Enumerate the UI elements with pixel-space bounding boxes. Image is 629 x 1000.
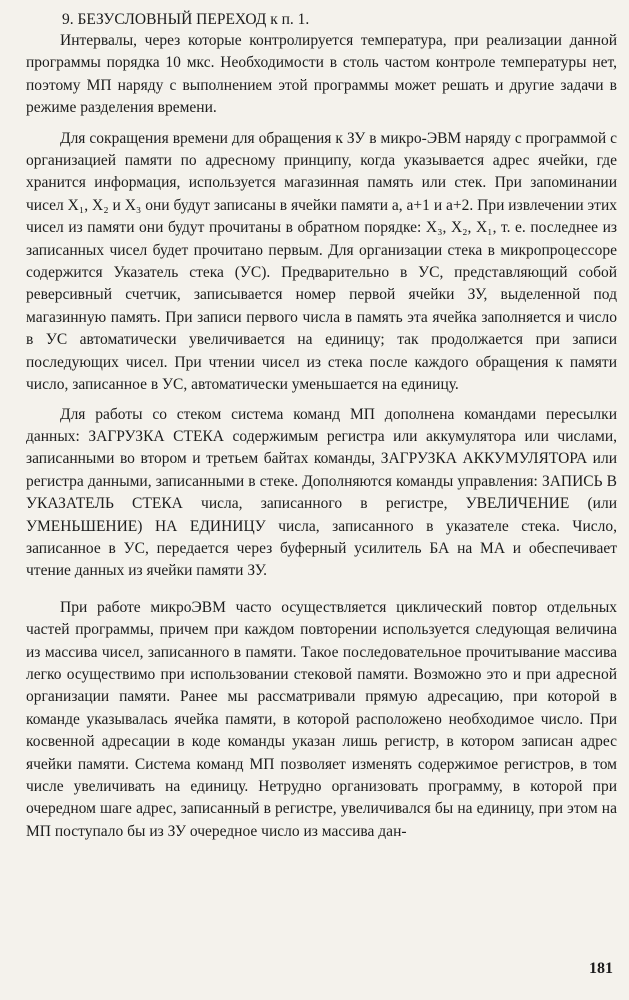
section-heading: 9. БЕЗУСЛОВНЫЙ ПЕРЕХОД к п. 1. [62, 11, 310, 28]
paragraph-1: Интервалы, через которые контролируется температура, при реализации данной программы порядка 10 мкс. Необходимости в столь частом контроле температуры нет, поэтому МП наряду с выполнением этой программы может решать и другие задачи в режиме разделения времени. [26, 32, 617, 117]
paragraph-2: Для сокращения времени для обращения к ЗУ в микро-ЭВМ наряду с программой с организацией памяти по адресному принципу, когда указывается адрес ячейки, где хранится информация, используется магазинная память или стек. При запоминании чисел X₁, X₂ и X₃ они будут записаны в ячейки памяти а, а+1 и а+2. При извлечении этих чисел из памяти они будут прочитаны в обратном порядке: X₃, X₂, X₁, т. е. последнее из записанных чисел будет прочитано первым. Для организации стека в микропроцессоре содержится Указатель стека (УС). Предварительно в УС, представляющий собой реверсивный счетчик, записывается номер первой ячейки ЗУ, выделенной под магазинную память. При записи первого числа в память эта ячейка заполняется и число в УС автоматически увеличивается на единицу; так продолжается при записи последующих чисел. При чтении чисел из стека после каждого обращения к памяти число, записанное в УС, автоматически уменьшается на единицу. [26, 129, 617, 394]
paragraph-3: Для работы со стеком система команд МП дополнена командами пересылки данных: ЗАГРУЗКА СТЕКА содержимым регистра или аккумулятора или числами, записанными во втором и третьем байтах команды, ЗАГРУЗКА АККУМУЛЯТОРА или регистра данными, записанными в стеке. Дополняются команды управления: ЗАПИСЬ В УКАЗАТЕЛЬ СТЕКА числа, записанного в регистре, УВЕЛИЧЕНИЕ (или УМЕНЬШЕНИЕ) НА ЕДИНИЦУ числа, записанного в указателе стека. Число, записанное в УС, передается через буферный усилитель БА на МА и обеспечивает чтение данных из ячейки памяти ЗУ. [26, 405, 617, 580]
page-number: 181 [589, 960, 613, 977]
paragraph-4: При работе микроЭВМ часто осуществляется циклический повтор отдельных частей программы, причем при каждом повторении используется следующая величина из массива чисел, записанного в памяти. Такое последовательное прочитывание массива легко осуществимо при использовании стековой памяти. Возможно это и при адресной организации памяти. Ранее мы рассматривали прямую адресацию, при которой в команде указывалась ячейка памяти, в которой расположено необходимое число. При косвенной адресации в коде команды указан лишь регистр, в котором записан адрес ячейки памяти. Система команд МП позволяет изменять содержимое регистров, в том числе увеличивать на единицу. Нетрудно организовать программу, в которой при очередном шаге адрес, записанный в регистре, увеличивался бы на единицу, при этом на МП поступало бы из ЗУ очередное число из массива дан- [26, 598, 617, 840]
